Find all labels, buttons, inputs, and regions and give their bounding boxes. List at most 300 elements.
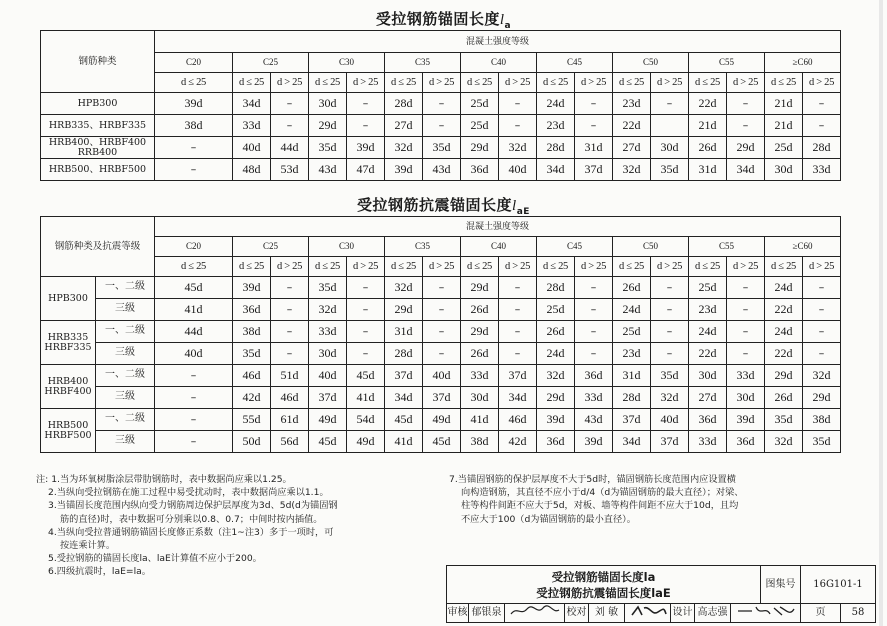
anchorage-value: 33d — [233, 115, 271, 137]
diameter-le-header: d ≤ 25 — [613, 73, 651, 93]
diameter-gt-header: d > 25 — [727, 73, 765, 93]
anchorage-value: 29d — [727, 137, 765, 159]
grade-header: C50 — [613, 237, 689, 257]
anchorage-value: 32d — [537, 365, 575, 387]
notes-left — [36, 473, 338, 579]
anchorage-value: 49d — [423, 409, 461, 431]
seismic-grade: 一、二级 — [96, 277, 155, 299]
diameter-gt-header: d > 25 — [271, 257, 309, 277]
anchorage-value: 21d — [765, 93, 803, 115]
anchorage-value: 30d — [461, 387, 499, 409]
anchorage-value: – — [423, 277, 461, 299]
checker-signature — [625, 604, 671, 622]
anchorage-value: 56d — [271, 431, 309, 453]
anchorage-value: 34d — [537, 159, 575, 181]
anchorage-value: – — [727, 299, 765, 321]
diameter-le-header: d ≤ 25 — [155, 257, 233, 277]
diameter-le-header: d ≤ 25 — [385, 257, 423, 277]
anchorage-value: 40d — [423, 365, 461, 387]
grade-header: C35 — [385, 53, 461, 73]
anchorage-value: – — [347, 343, 385, 365]
anchorage-value: – — [271, 343, 309, 365]
anchorage-value: – — [499, 277, 537, 299]
note-line: 3.当锚固长度范围内纵向受力钢筋周边保护层厚度为3d、5d(d为锚固钢 — [48, 500, 338, 512]
steel-type: HRB500、HRBF500 — [41, 159, 155, 181]
design-label: 设计 — [671, 604, 695, 622]
anchorage-value: – — [575, 93, 613, 115]
anchorage-value: 30d — [765, 159, 803, 181]
anchorage-value: 44d — [155, 321, 233, 343]
anchorage-value: 28d — [537, 277, 575, 299]
anchorage-value: 26d — [689, 137, 727, 159]
table-row — [41, 343, 841, 365]
anchorage-value: – — [575, 343, 613, 365]
diameter-gt-header: d > 25 — [575, 257, 613, 277]
anchorage-value: 25d — [613, 321, 651, 343]
anchorage-value: 53d — [271, 159, 309, 181]
note-line: 向构造钢筋，其直径不应小于d/4（d为锚固钢筋的最大直径）；对梁、 — [461, 487, 744, 499]
anchorage-value: 33d — [803, 159, 841, 181]
anchorage-value: 38d — [233, 321, 271, 343]
seismic-grade: 三级 — [96, 387, 155, 409]
grade-header: ≥C60 — [765, 237, 841, 257]
anchorage-value: 29d — [461, 321, 499, 343]
anchorage-value: 54d — [347, 409, 385, 431]
anchorage-value: – — [155, 431, 233, 453]
anchorage-value — [651, 115, 689, 137]
anchorage-value: 21d — [765, 115, 803, 137]
steel-type: HRB500 HRBF500 — [41, 409, 96, 453]
anchorage-value: 29d — [765, 365, 803, 387]
anchorage-value: 35d — [803, 431, 841, 453]
anchorage-value: 45d — [385, 409, 423, 431]
anchorage-value: – — [423, 321, 461, 343]
steel-type: HRB400 HRBF400 — [41, 365, 96, 409]
anchorage-value: 22d — [689, 343, 727, 365]
anchorage-value: 36d — [233, 299, 271, 321]
anchorage-value: 39d — [575, 431, 613, 453]
diameter-le-header: d ≤ 25 — [537, 73, 575, 93]
anchorage-value: 40d — [155, 343, 233, 365]
anchorage-value: – — [271, 299, 309, 321]
anchorage-value: 39d — [155, 93, 233, 115]
note-line: 6.四级抗震时，laE=la。 — [48, 566, 151, 578]
atlas-number: 16G101-1 — [801, 566, 875, 604]
anchorage-value: 27d — [385, 115, 423, 137]
seismic-grade: 三级 — [96, 299, 155, 321]
anchorage-value: 30d — [309, 93, 347, 115]
anchorage-value: 34d — [385, 387, 423, 409]
anchorage-value: 33d — [575, 387, 613, 409]
anchorage-value: 49d — [347, 431, 385, 453]
reviewer-signature — [505, 604, 565, 622]
anchorage-value: – — [271, 321, 309, 343]
table-row — [41, 93, 841, 115]
anchorage-value: 37d — [613, 409, 651, 431]
anchorage-value: 24d — [765, 277, 803, 299]
anchorage-value: 45d — [347, 365, 385, 387]
anchorage-value: 31d — [575, 137, 613, 159]
anchorage-value: – — [651, 277, 689, 299]
note-line: 2.当纵向受拉钢筋在施工过程中易受扰动时，表中数据尚应乘以1.1。 — [48, 487, 329, 499]
grade-header: C25 — [233, 53, 309, 73]
designer-signature — [731, 604, 801, 622]
anchorage-value: 35d — [309, 137, 347, 159]
designer-name: 高志强 — [695, 604, 731, 622]
anchorage-value: 29d — [537, 387, 575, 409]
anchorage-value: 35d — [423, 137, 461, 159]
anchorage-value: 29d — [803, 387, 841, 409]
anchorage-value: 35d — [233, 343, 271, 365]
anchorage-value: – — [727, 93, 765, 115]
diameter-gt-header: d > 25 — [499, 257, 537, 277]
note-line: 筋的直径)时，表中数据可分别乘以0.8、0.7；中间时按内插值。 — [60, 513, 323, 525]
anchorage-value: 22d — [765, 343, 803, 365]
diameter-gt-header: d > 25 — [803, 257, 841, 277]
steel-type: HPB300 — [41, 277, 96, 321]
anchorage-value: 24d — [613, 299, 651, 321]
table-row — [41, 137, 841, 159]
steel-type: HPB300 — [41, 93, 155, 115]
seismic-grade: 三级 — [96, 343, 155, 365]
anchorage-value: – — [347, 115, 385, 137]
anchorage-value: 27d — [689, 387, 727, 409]
anchorage-value: 37d — [651, 431, 689, 453]
diameter-le-header: d ≤ 25 — [309, 73, 347, 93]
note-line: 按连乘计算。 — [60, 540, 116, 552]
diameter-le-header: d ≤ 25 — [233, 73, 271, 93]
anchorage-value: 33d — [309, 321, 347, 343]
diameter-le-header: d ≤ 25 — [689, 73, 727, 93]
grade-header: C30 — [309, 53, 385, 73]
anchorage-value: 29d — [385, 299, 423, 321]
diameter-le-header: d ≤ 25 — [689, 257, 727, 277]
note-line: 7.当锚固钢筋的保护层厚度不大于5d时，锚固钢筋长度范围内应设置横 — [449, 474, 736, 485]
steel-type: HRB400、HRBF400 RRB400 — [41, 137, 155, 159]
anchorage-value: 31d — [385, 321, 423, 343]
anchorage-value: – — [347, 321, 385, 343]
anchorage-value: 25d — [765, 137, 803, 159]
anchorage-value: 42d — [233, 387, 271, 409]
anchorage-value: 29d — [461, 137, 499, 159]
note-line: 注: 1.当为环氧树脂涂层带肋钢筋时，表中数据尚应乘以1.25。 — [36, 474, 292, 485]
anchorage-value: 61d — [271, 409, 309, 431]
anchorage-value: – — [651, 321, 689, 343]
diameter-gt-header: d > 25 — [803, 73, 841, 93]
anchorage-value: 32d — [499, 137, 537, 159]
anchorage-value: 43d — [423, 159, 461, 181]
title-block-title: 受拉钢筋锚固长度la 受拉钢筋抗震锚固长度laE — [447, 566, 761, 604]
anchorage-value: – — [271, 115, 309, 137]
grade-header: C55 — [689, 53, 765, 73]
anchorage-value: – — [575, 115, 613, 137]
anchorage-value: 22d — [689, 93, 727, 115]
anchorage-value: – — [423, 93, 461, 115]
grade-header: C20 — [155, 53, 233, 73]
anchorage-value: 45d — [309, 431, 347, 453]
seismic-grade: 一、二级 — [96, 409, 155, 431]
note-line: 4.当纵向受拉普通钢筋锚固长度修正系数（注1~注3）多于一项时，可 — [48, 526, 334, 538]
anchorage-value: 29d — [309, 115, 347, 137]
anchorage-value: 44d — [271, 137, 309, 159]
diameter-gt-header: d > 25 — [575, 73, 613, 93]
anchorage-length-table — [40, 30, 841, 181]
anchorage-value: 23d — [537, 115, 575, 137]
anchorage-value: – — [155, 387, 233, 409]
table-row — [41, 387, 841, 409]
diameter-gt-header: d > 25 — [651, 73, 689, 93]
note-line: 不应大于100（d为锚固钢筋的最小直径）。 — [461, 513, 636, 525]
grade-header: C25 — [233, 237, 309, 257]
anchorage-value: 37d — [575, 159, 613, 181]
note-line: 5.受拉钢筋的锚固长度la、laE计算值不应小于200。 — [48, 553, 262, 565]
anchorage-value: 37d — [499, 365, 537, 387]
anchorage-value: – — [499, 299, 537, 321]
diameter-le-header: d ≤ 25 — [461, 257, 499, 277]
anchorage-value: 34d — [233, 93, 271, 115]
anchorage-value: – — [499, 115, 537, 137]
anchorage-value: – — [727, 115, 765, 137]
diameter-gt-header: d > 25 — [727, 257, 765, 277]
anchorage-value: – — [155, 409, 233, 431]
anchorage-value: 39d — [233, 277, 271, 299]
anchorage-value: 30d — [651, 137, 689, 159]
grade-header: C20 — [155, 237, 233, 257]
diameter-le-header: d ≤ 25 — [309, 257, 347, 277]
anchorage-value: – — [499, 343, 537, 365]
anchorage-value: 21d — [689, 115, 727, 137]
anchorage-value: 32d — [309, 299, 347, 321]
anchorage-value: 30d — [309, 343, 347, 365]
table-row — [41, 321, 841, 343]
anchorage-value: – — [575, 299, 613, 321]
anchorage-value: 40d — [651, 409, 689, 431]
anchorage-value: 23d — [689, 299, 727, 321]
anchorage-value: 38d — [803, 409, 841, 431]
seismic-grade: 三级 — [96, 431, 155, 453]
diameter-gt-header: d > 25 — [423, 257, 461, 277]
anchorage-value: 24d — [537, 93, 575, 115]
anchorage-value: 25d — [461, 93, 499, 115]
grade-header: C55 — [689, 237, 765, 257]
anchorage-value: 45d — [155, 277, 233, 299]
diameter-le-header: d ≤ 25 — [765, 257, 803, 277]
table2-title: 受拉钢筋抗震锚固长度$l_{aE}$ — [357, 196, 530, 217]
anchorage-value: 22d — [765, 299, 803, 321]
anchorage-value: 32d — [803, 365, 841, 387]
steel-type: HRB335、HRBF335 — [41, 115, 155, 137]
anchorage-value: 28d — [613, 387, 651, 409]
anchorage-value: 28d — [537, 137, 575, 159]
anchorage-value: 28d — [385, 343, 423, 365]
anchorage-value: 32d — [613, 159, 651, 181]
check-label: 校对 — [565, 604, 589, 622]
grade-header: C40 — [461, 237, 537, 257]
grade-header: C35 — [385, 237, 461, 257]
concrete-grade-header: 混凝土强度等级 — [155, 31, 841, 53]
anchorage-value: 25d — [689, 277, 727, 299]
anchorage-value: 33d — [689, 431, 727, 453]
reviewer-name: 郁银泉 — [469, 604, 505, 622]
anchorage-value: 51d — [271, 365, 309, 387]
anchorage-value: 25d — [537, 299, 575, 321]
grade-header: C45 — [537, 53, 613, 73]
anchorage-value: – — [155, 137, 233, 159]
grade-header: C30 — [309, 237, 385, 257]
anchorage-value: – — [727, 277, 765, 299]
anchorage-value: 41d — [461, 409, 499, 431]
anchorage-value: 32d — [385, 277, 423, 299]
anchorage-value: – — [155, 365, 233, 387]
type-header: 钢筋种类 — [41, 31, 155, 93]
anchorage-value: 35d — [309, 277, 347, 299]
grade-header: ≥C60 — [765, 53, 841, 73]
anchorage-value: 24d — [765, 321, 803, 343]
anchorage-value: 28d — [803, 137, 841, 159]
anchorage-value: 37d — [423, 387, 461, 409]
title-block — [446, 565, 876, 623]
anchorage-value: 31d — [689, 159, 727, 181]
anchorage-value: 36d — [689, 409, 727, 431]
table-row — [41, 299, 841, 321]
diameter-le-header: d ≤ 25 — [537, 257, 575, 277]
anchorage-value: – — [575, 321, 613, 343]
anchorage-value: 26d — [537, 321, 575, 343]
table-row — [41, 365, 841, 387]
anchorage-value: 40d — [233, 137, 271, 159]
anchorage-value: 50d — [233, 431, 271, 453]
anchorage-value: 43d — [309, 159, 347, 181]
anchorage-value: 22d — [613, 115, 651, 137]
anchorage-value: 33d — [461, 365, 499, 387]
table1-title: 受拉钢筋锚固长度$l_a$ — [375, 10, 512, 31]
atlas-label: 图集号 — [761, 566, 801, 604]
diameter-le-header: d ≤ 25 — [385, 73, 423, 93]
anchorage-value: 35d — [651, 365, 689, 387]
anchorage-value: – — [651, 299, 689, 321]
anchorage-value: 28d — [385, 93, 423, 115]
anchorage-value: – — [803, 299, 841, 321]
anchorage-value: – — [423, 115, 461, 137]
anchorage-value: 26d — [613, 277, 651, 299]
grade-header: C50 — [613, 53, 689, 73]
anchorage-value: 36d — [727, 431, 765, 453]
anchorage-value: 39d — [385, 159, 423, 181]
anchorage-value: 24d — [537, 343, 575, 365]
anchorage-value: 55d — [233, 409, 271, 431]
anchorage-value: – — [803, 343, 841, 365]
anchorage-value: 23d — [613, 343, 651, 365]
seismic-grade: 一、二级 — [96, 365, 155, 387]
anchorage-value: 42d — [499, 431, 537, 453]
anchorage-value: – — [651, 343, 689, 365]
anchorage-value: 26d — [765, 387, 803, 409]
table-row — [41, 277, 841, 299]
anchorage-value: 48d — [233, 159, 271, 181]
anchorage-value: 41d — [155, 299, 233, 321]
anchorage-value: 30d — [727, 387, 765, 409]
diameter-gt-header: d > 25 — [347, 73, 385, 93]
diameter-gt-header: d > 25 — [271, 73, 309, 93]
diameter-gt-header: d > 25 — [651, 257, 689, 277]
anchorage-value: – — [347, 277, 385, 299]
anchorage-value: – — [499, 93, 537, 115]
anchorage-value: – — [727, 343, 765, 365]
anchorage-value: 46d — [271, 387, 309, 409]
diameter-le-header: d ≤ 25 — [461, 73, 499, 93]
anchorage-value: – — [803, 277, 841, 299]
anchorage-value: – — [575, 277, 613, 299]
page-label: 页 — [801, 604, 841, 622]
checker-name: 刘 敏 — [589, 604, 625, 622]
anchorage-value: – — [803, 321, 841, 343]
anchorage-value: 32d — [385, 137, 423, 159]
diameter-gt-header: d > 25 — [347, 257, 385, 277]
anchorage-value: 36d — [537, 431, 575, 453]
anchorage-value: 32d — [651, 387, 689, 409]
anchorage-value: – — [423, 299, 461, 321]
anchorage-value: 27d — [613, 137, 651, 159]
type-grade-header: 钢筋种类及抗震等级 — [41, 217, 155, 277]
anchorage-value: 25d — [461, 115, 499, 137]
anchorage-value: 33d — [727, 365, 765, 387]
anchorage-value: – — [271, 277, 309, 299]
anchorage-value: 35d — [765, 409, 803, 431]
anchorage-value: 49d — [309, 409, 347, 431]
anchorage-value: 34d — [613, 431, 651, 453]
anchorage-value: – — [651, 93, 689, 115]
anchorage-value: – — [727, 321, 765, 343]
anchorage-value: 39d — [727, 409, 765, 431]
anchorage-value: 47d — [347, 159, 385, 181]
anchorage-value: – — [155, 159, 233, 181]
anchorage-value: 31d — [613, 365, 651, 387]
anchorage-value: 45d — [423, 431, 461, 453]
anchorage-value: 46d — [233, 365, 271, 387]
anchorage-value: 41d — [385, 431, 423, 453]
anchorage-value: 26d — [461, 343, 499, 365]
anchorage-value: – — [803, 93, 841, 115]
anchorage-value: 39d — [537, 409, 575, 431]
anchorage-value: 40d — [499, 159, 537, 181]
table-row — [41, 431, 841, 453]
anchorage-value: 36d — [575, 365, 613, 387]
anchorage-value: 37d — [385, 365, 423, 387]
anchorage-value: – — [423, 343, 461, 365]
table-row — [41, 115, 841, 137]
steel-type: HRB335 HRBF335 — [41, 321, 96, 365]
anchorage-value: 38d — [155, 115, 233, 137]
anchorage-value: 34d — [727, 159, 765, 181]
anchorage-value: 23d — [613, 93, 651, 115]
anchorage-value: 32d — [765, 431, 803, 453]
anchorage-value: – — [347, 299, 385, 321]
anchorage-value: 30d — [689, 365, 727, 387]
diameter-le-header: d ≤ 25 — [233, 257, 271, 277]
diameter-le-header: d ≤ 25 — [155, 73, 233, 93]
anchorage-value: – — [499, 321, 537, 343]
diameter-le-header: d ≤ 25 — [613, 257, 651, 277]
diameter-gt-header: d > 25 — [499, 73, 537, 93]
note-line: 柱等构件间距不应大于5d，对板、墙等构件间距不应大于10d，且均 — [461, 500, 739, 512]
anchorage-value: 24d — [689, 321, 727, 343]
diameter-gt-header: d > 25 — [423, 73, 461, 93]
table-row — [41, 409, 841, 431]
concrete-grade-header: 混凝土强度等级 — [155, 217, 841, 237]
anchorage-value: 36d — [461, 159, 499, 181]
table-row — [41, 159, 841, 181]
anchorage-value: 46d — [499, 409, 537, 431]
